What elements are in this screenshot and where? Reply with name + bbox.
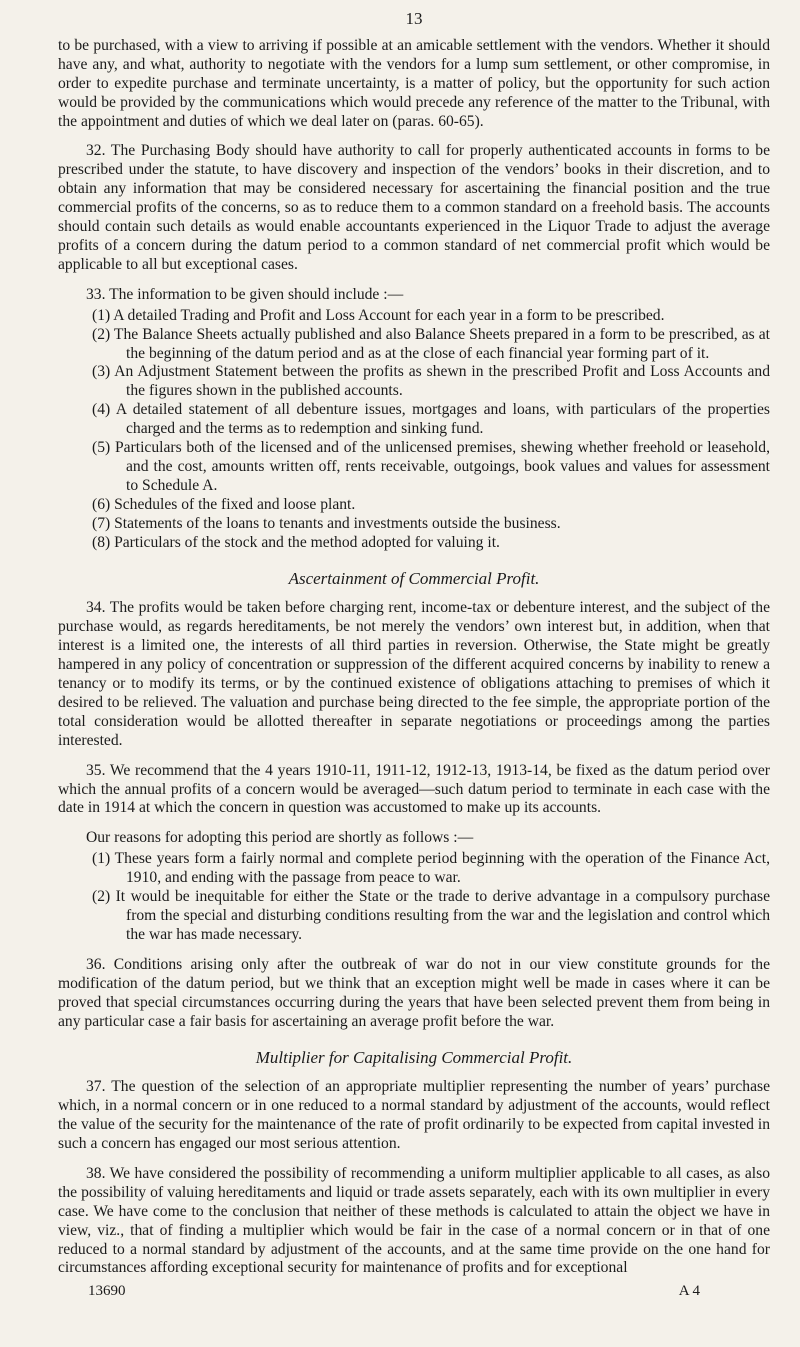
list-item: (1) These years form a fairly normal and complete period beginning with the operation of the Finance Act, 1910, and ending with the passage from peace to war. (92, 850, 770, 887)
reasons-list (58, 850, 770, 945)
paragraph-34: 34. The profits would be taken before charging rent, income-tax or debenture interest, and the subject of the purchase would, as regards hereditaments, be not merely the vendors’ own interest but, in addition, when that interest is a limited one, the interests of all third parties in reversion. Otherwise, the State might be greatly hampered in any policy of concentration or suppression of the different acquired concerns by inability to renew a tenancy or to modify its terms, or by the continued existence of obligations attaching to premises of which it desired to be relieved. The valuation and purchase being directed to the fee simple, the appropriate portion of the total consideration would be allotted thereafter in separate negotiations or proceedings among the parties interested. (58, 599, 770, 749)
paragraph-36: 36. Conditions arising only after the outbreak of war do not in our view constitute grounds for the modification of the datum period, but we think that an exception might well be made in cases where it can be proved that special circumstances occurring during the years that have been selected prevent them from being in any particular case a fair basis for ascertaining an average profit before the war. (58, 955, 770, 1030)
list-item: (2) The Balance Sheets actually published and also Balance Sheets prepared in a form to be prescribed, as at the beginning of the datum period and as at the close of each financial year forming part of it. (92, 325, 770, 362)
list-item: (1) A detailed Trading and Profit and Loss Account for each year in a form to be prescribed. (92, 306, 665, 324)
page-footer (58, 1282, 770, 1301)
paragraph-intro: to be purchased, with a view to arriving if possible at an amicable settlement with the vendors. Whether it should have any, and what, authority to negotiate with the vendors for a lump sum settlement, or other compromise, in order to expedite purchase and terminate uncertainty, is a matter of policy, but the opportunity for such action would be provided by the communications which would precede any reference of the matter to the Tribunal, with the appointment and duties of which we deal later on (paras. 60-65). (58, 36, 770, 130)
print-code: 13690 (88, 1283, 126, 1300)
signature-mark: A 4 (678, 1283, 700, 1300)
paragraph-33: 33. The information to be given should include :— (86, 285, 404, 303)
list-item: (4) A detailed statement of all debenture issues, mortgages and loans, with particulars of the properties charged and the terms as to redemption and sinking fund. (92, 401, 770, 438)
paragraph-reasons-intro: Our reasons for adopting this period are shortly as follows :— (86, 829, 474, 847)
section-heading-multiplier: Multiplier for Capitalising Commercial Profit. (255, 1048, 573, 1068)
paragraph-32: 32. The Purchasing Body should have authority to call for properly authenticated accounts in forms to be prescribed under the statute, to have discovery and inspection of the vendors’ books in their discretion, and to obtain any information that may be considered necessary for ascertaining the financial position and the true commercial profits of the concerns, so as to reduce them to a common standard on a freehold basis. The accounts should contain such details as would enable accountants experienced in the Liquor Trade to adjust the average profits of a concern during the datum period to a common standard of net commercial profit which would be applicable to all but exceptional cases. (58, 142, 770, 273)
paragraph-38: 38. We have considered the possibility of recommending a uniform multiplier applicable to all cases, as also the possibility of valuing hereditaments and liquid or trade assets separately, each with its own multiplier in every case. We have come to the conclusion that neither of these methods is calculated to attain the object we have in view, viz., that of finding a multiplier which would be fair in the case of a normal concern or in that of one reduced to a normal standard by adjustment of the accounts, and at the same time provide on the one hand for circumstances affording exceptional security for maintenance of profits and for exceptional (58, 1164, 770, 1277)
list-item: (3) An Adjustment Statement between the profits as shewn in the prescribed Profit and Loss Accounts and the figures shown in the published accounts. (92, 363, 770, 400)
list-item: (6) Schedules of the fixed and loose plant. (92, 495, 356, 513)
paragraph-37: 37. The question of the selection of an appropriate multiplier representing the number of years’ purchase which, in a normal concern or in one reduced to a normal standard by adjustment of the accounts, would reflect the value of the security for the maintenance of the rate of profit ordinarily to be expected from capital invested in such a concern has engaged our most serious attention. (58, 1078, 770, 1153)
page-number: 13 (405, 9, 423, 28)
list-item: (8) Particulars of the stock and the method adopted for valuing it. (92, 533, 500, 551)
information-list (58, 307, 770, 553)
section-heading-ascertainment: Ascertainment of Commercial Profit. (288, 569, 540, 589)
list-item: (5) Particulars both of the licensed and of the unlicensed premises, shewing whether freehold or leasehold, and the cost, amounts written off, rents receivable, outgoings, book values and values for assessment to Schedule A. (92, 439, 770, 494)
list-item: (7) Statements of the loans to tenants and investments outside the business. (92, 514, 561, 532)
paragraph-35: 35. We recommend that the 4 years 1910-11, 1911-12, 1912-13, 1913-14, be fixed as the datum period over which the annual profits of a concern would be averaged—such datum period to terminate in each case with the date in 1914 at which the concern in question was accustomed to make up its accounts. (58, 761, 770, 817)
list-item: (2) It would be inequitable for either the State or the trade to derive advantage in a compulsory purchase from the special and disturbing conditions resulting from the war and the legislation and control which the war has made necessary. (92, 888, 770, 943)
